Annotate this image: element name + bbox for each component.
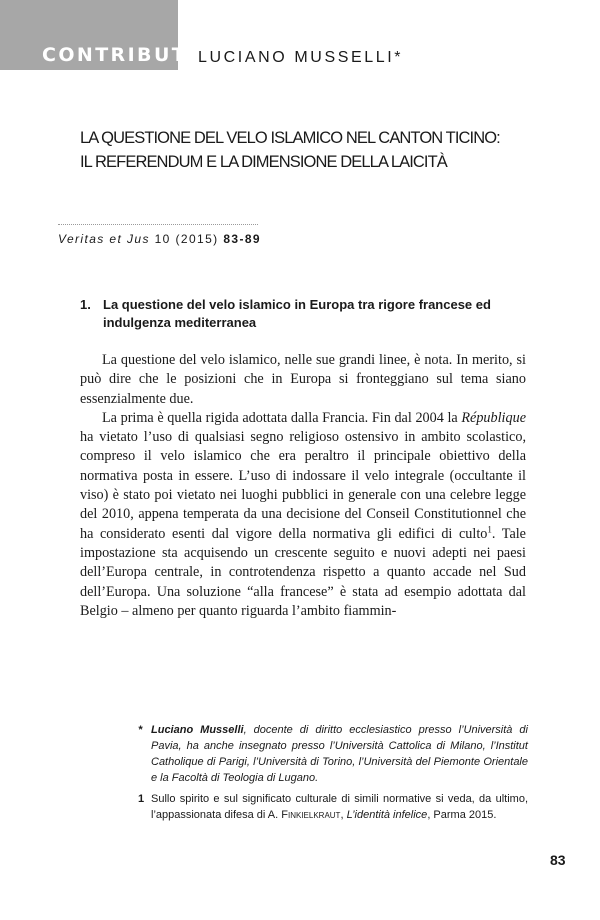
- footnote-mark: 1: [138, 793, 145, 805]
- article-title-line-2: IL REFERENDUM E LA DIMENSIONE DELLA LAICITÀ: [80, 153, 447, 171]
- cited-author: Finkielkraut: [281, 809, 341, 821]
- journal-volume-year: 10 (2015): [154, 232, 219, 246]
- paragraph: La questione del velo islamico, nelle sue grandi linee, è nota. In merito, si può dire che le posizioni che in Europa si fronteggiano sul tema siano essenzialmente due.: [80, 352, 526, 407]
- citation-divider: [58, 224, 258, 225]
- footnote-reference[interactable]: 1: [487, 523, 492, 534]
- author-name: LUCIANO MUSSELLI*: [198, 49, 404, 66]
- footnote-author: * Luciano Musselli, docente di diritto ecclesiastico presso l’Università di Pavia, ha anche insegnato presso l’Università Cattolica di Milano, l’Institut Catholique di Parigi, l’Università di Torino, l’Università del Piemonte Orientale e la Facoltà di Teologia di Lugano.: [138, 724, 528, 784]
- section-tab: [0, 0, 197, 70]
- section-number: 1.: [80, 297, 91, 312]
- article-title: [80, 126, 550, 174]
- journal-citation: [58, 232, 261, 246]
- article-title-line-1: LA QUESTIONE DEL VELO ISLAMICO NEL CANTON TICINO:: [80, 129, 500, 147]
- journal-pages: 83-89: [223, 232, 262, 246]
- footnote-1: 1 Sullo spirito e sul significato culturale di simili normative si veda, da ultimo, l’appassionata difesa di A. Finkielkraut, L’identità infelice, Parma 2015.: [138, 793, 528, 821]
- footnote-mark: *: [138, 724, 143, 736]
- journal-name: Veritas et Jus: [58, 232, 150, 246]
- section-label: CONTRIBUTI: [42, 44, 197, 66]
- paragraph: La prima è quella rigida adottata dalla Francia. Fin dal 2004 la République ha vietato l’uso di qualsiasi segno religioso ostensivo in ambito scolastico, compreso il velo islamico che era peraltro il principale obiettivo della normativa posta in essere. L’uso di indossare il velo integrale (occultante il viso) è stato poi vietato nei luoghi pubblici in generale con una celebre legge del 2010, appena temperata da una decisione del Conseil Constitutionnel che ha considerato esenti dal vigore della normativa gli edifici di culto$^1$. Tale impostazione sta acquisendo un crescente seguito e nuovi adepti nei paesi dell’Europa centrale, in controtendenza rispetto a quanto accade nel Sud dell’Europa. Una soluzione “alla francese” è stata ad esempio adottata dal Belgio – almeno per quanto riguarda l’ambito fiammin-: [80, 409, 526, 619]
- section-title: La questione del velo islamico in Europa tra rigore francese ed indulgenza mediterranea: [103, 297, 491, 330]
- cited-title: L’identità infelice: [346, 809, 428, 821]
- footnote-author-name: Luciano Musselli: [151, 724, 244, 736]
- body-text: [80, 351, 526, 621]
- emphasis-republique: République: [461, 409, 526, 426]
- footnotes: [138, 722, 528, 828]
- page-number: 83: [550, 852, 566, 868]
